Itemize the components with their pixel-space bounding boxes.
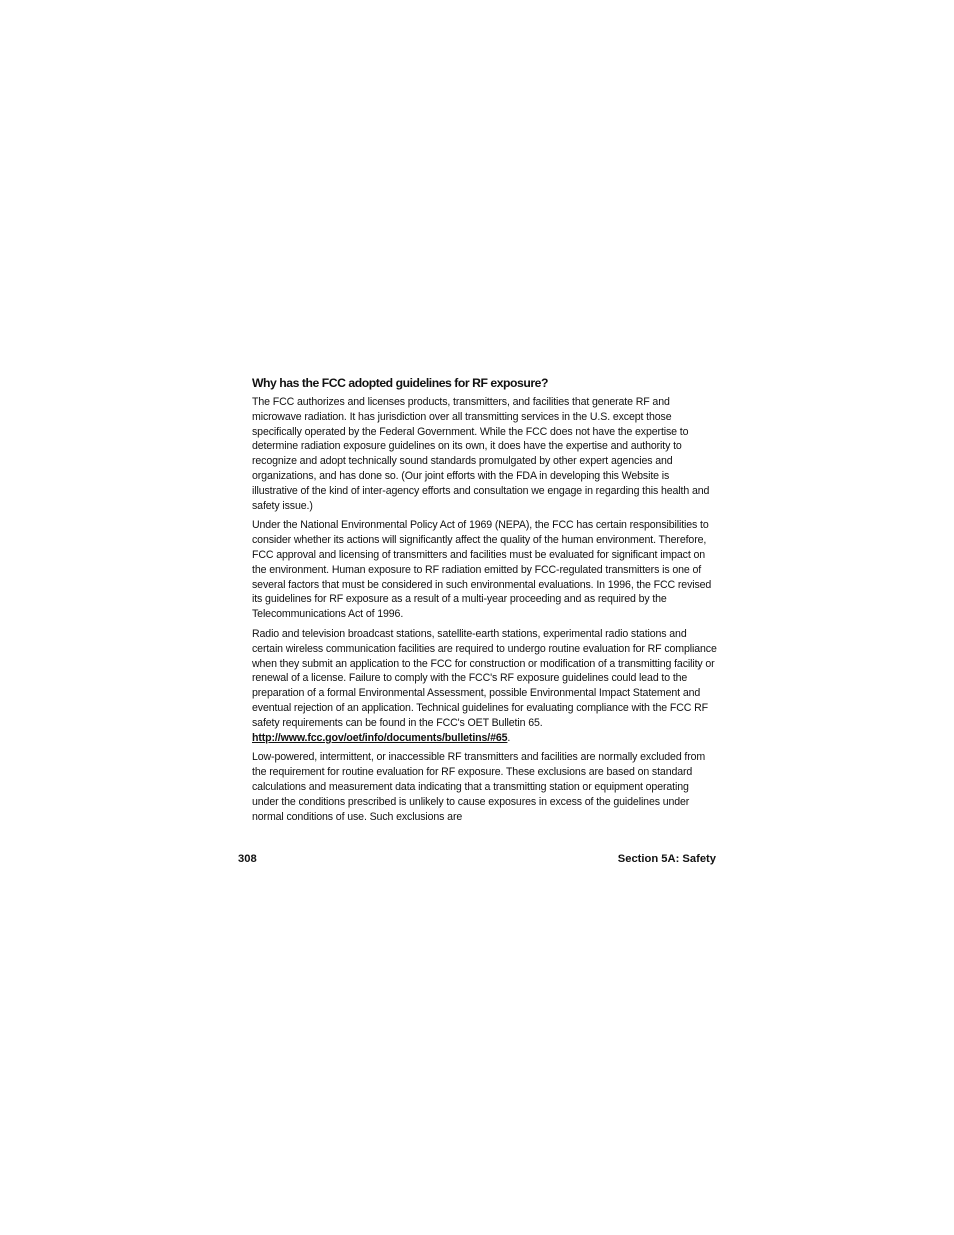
section-heading: Why has the FCC adopted guidelines for RF exposure? [252,376,548,390]
page-footer [238,851,716,867]
paragraph-exclusions: Low-powered, intermittent, or inaccessible RF transmitters and facilities are normally excluded from the requirement for routine evaluation for RF exposure. These exclusions are based on standard calculations and measurement data indicating that a transmitting station or equipment operating under the conditions prescribed is unlikely to cause exposures in excess of the guidelines under normal conditions of use. Such exclusions are [252,751,706,823]
oet-bulletin-link[interactable]: http://www.fcc.gov/oet/info/documents/bulletins/#65 [252,731,508,744]
paragraph-broadcast-text: Radio and television broadcast stations, satellite-earth stations, experimental radio stations and certain wireless communication facilities are required to undergo routine evaluation for RF compliance when they submit an application to the FCC for construction or modification of a transmitting facility or renewal of a license. Failure to comply with the FCC's RF exposure guidelines could lead to the preparation of a formal Environmental Assessment, possible Environmental Impact Statement and eventual rejection of an application. Technical guidelines for evaluating compliance with the FCC RF safety requirements can be found in the FCC's OET Bulletin 65. [252,627,717,729]
paragraph-fcc-authority: The FCC authorizes and licenses products, transmitters, and facilities that generate RF and microwave radiation. It has jurisdiction over all transmitting services in the U.S. except those specifically operated by the Federal Government. While the FCC does not have the expertise to determine radiation exposure guidelines on its own, it does have the expertise and authority to recognize and adopt technically sound standards promulgated by other expert agencies and organizations, and has done so. (Our joint efforts with the FDA in developing this Website is illustrative of the kind of inter-agency efforts and consultation we engage in regarding this health and safety issue.) [252,396,710,512]
link-trailing-period: . [507,731,511,744]
main-content [252,375,717,829]
section-title: Section 5A: Safety [617,853,716,865]
paragraph-broadcast-stations [252,627,717,745]
paragraph-nepa: Under the National Environmental Policy Act of 1969 (NEPA), the FCC has certain responsibilities to consider whether its actions will significantly affect the quality of the human environment. Therefore, FCC approval and licensing of transmitters and facilities must be evaluated for significant impact on the environment. Human exposure to RF radiation emitted by FCC-regulated transmitters is one of several factors that must be considered in such environmental evaluations. In 1996, the FCC revised its guidelines for RF exposure as a result of a multi-year proceeding and as required by the Telecommunications Act of 1996. [252,519,712,621]
page-number: 308 [238,853,257,865]
